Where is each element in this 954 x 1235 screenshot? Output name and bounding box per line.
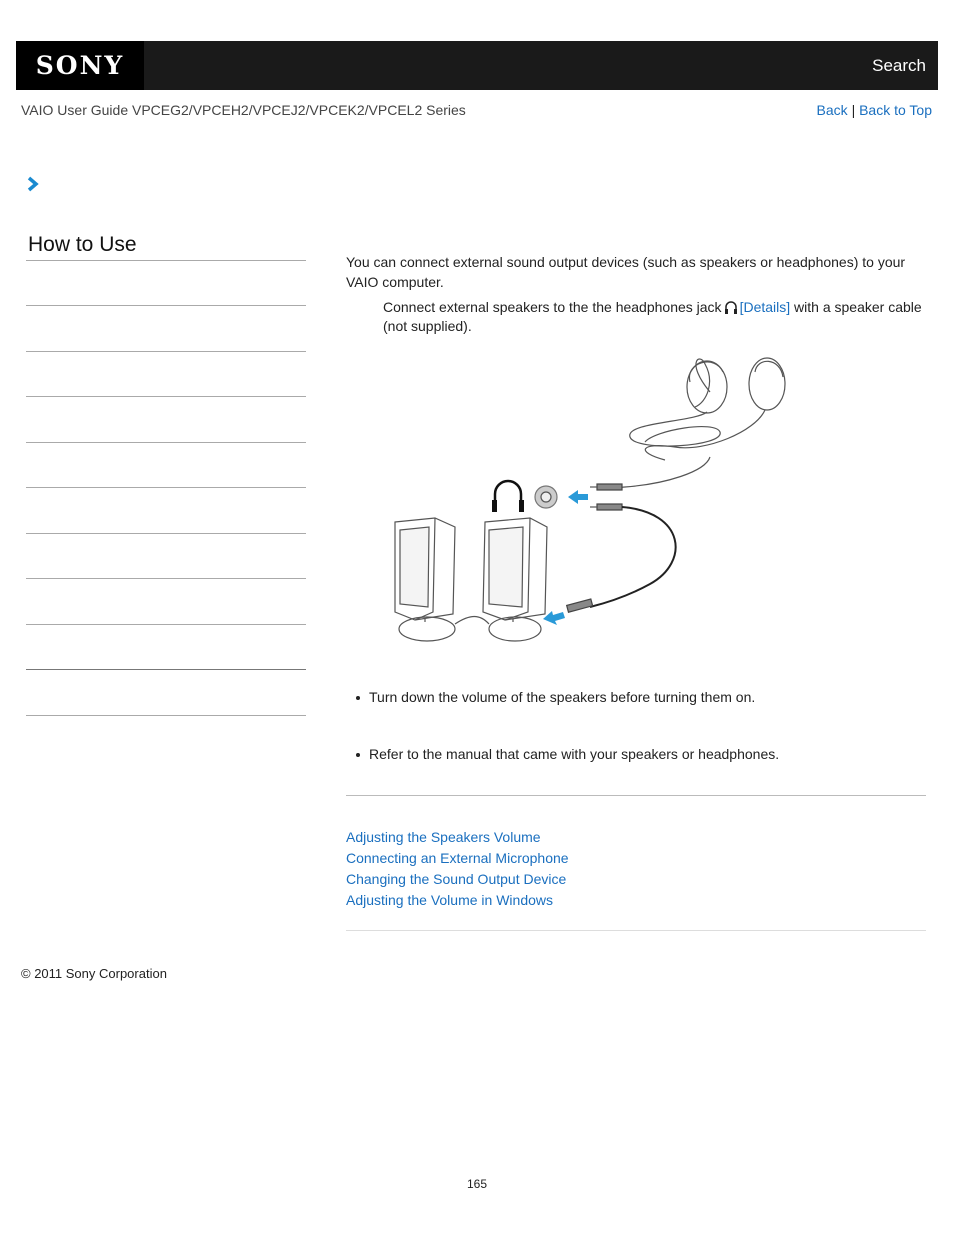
related-link-speakers-volume[interactable]: Adjusting the Speakers Volume — [346, 829, 541, 845]
nav-separator: | — [851, 102, 856, 118]
sidebar-divider — [26, 487, 306, 488]
sidebar-divider — [26, 442, 306, 443]
sidebar-divider — [26, 260, 306, 261]
related-link-external-microphone[interactable]: Connecting an External Microphone — [346, 850, 569, 866]
bullet-text: Turn down the volume of the speakers before turning them on. — [369, 689, 756, 705]
sidebar-divider — [26, 624, 306, 625]
list-item — [356, 689, 755, 705]
step-instruction — [383, 298, 928, 336]
section-divider — [346, 930, 926, 931]
sidebar-divider — [26, 715, 306, 716]
back-link[interactable]: Back — [816, 102, 848, 118]
bullet-text: Refer to the manual that came with your speakers or headphones. — [369, 746, 780, 762]
list-item — [356, 746, 779, 762]
chevron-right-icon — [26, 176, 40, 192]
sidebar-divider — [26, 578, 306, 579]
back-to-top-link[interactable]: Back to Top — [859, 102, 932, 118]
sidebar-heading: How to Use — [28, 233, 137, 256]
related-link-sound-output-device[interactable]: Changing the Sound Output Device — [346, 871, 567, 887]
headphones-icon — [724, 300, 738, 315]
bullet-dot — [356, 753, 360, 757]
page-number: 165 — [466, 1177, 488, 1191]
section-divider — [346, 795, 926, 796]
step-text-after: with a speaker cable (not supplied). — [383, 299, 922, 334]
details-link[interactable]: [Details] — [739, 299, 791, 315]
logo-text: SONY — [35, 51, 125, 80]
sidebar-divider — [26, 396, 306, 397]
sidebar-divider — [26, 351, 306, 352]
intro-text: You can connect external sound output devices (such as speakers or headphones) to your VAIO computer. — [346, 254, 906, 290]
header-bar — [16, 41, 938, 90]
guide-title: VAIO User Guide VPCEG2/VPCEH2/VPCEJ2/VPCEK2/VPCEL2 Series — [21, 102, 466, 118]
sony-logo[interactable] — [16, 41, 144, 90]
sidebar-divider — [26, 533, 306, 534]
speaker-connection-illustration — [385, 352, 805, 652]
step-text-before: Connect external speakers to the the headphones jack — [383, 299, 722, 315]
search-link[interactable]: Search — [872, 56, 926, 75]
copyright: © 2011 Sony Corporation — [21, 966, 167, 981]
sidebar-divider — [26, 305, 306, 306]
bullet-dot — [356, 696, 360, 700]
top-nav — [817, 102, 932, 118]
related-topics — [346, 827, 569, 911]
sidebar-divider — [26, 669, 306, 670]
related-link-volume-windows[interactable]: Adjusting the Volume in Windows — [346, 892, 553, 908]
